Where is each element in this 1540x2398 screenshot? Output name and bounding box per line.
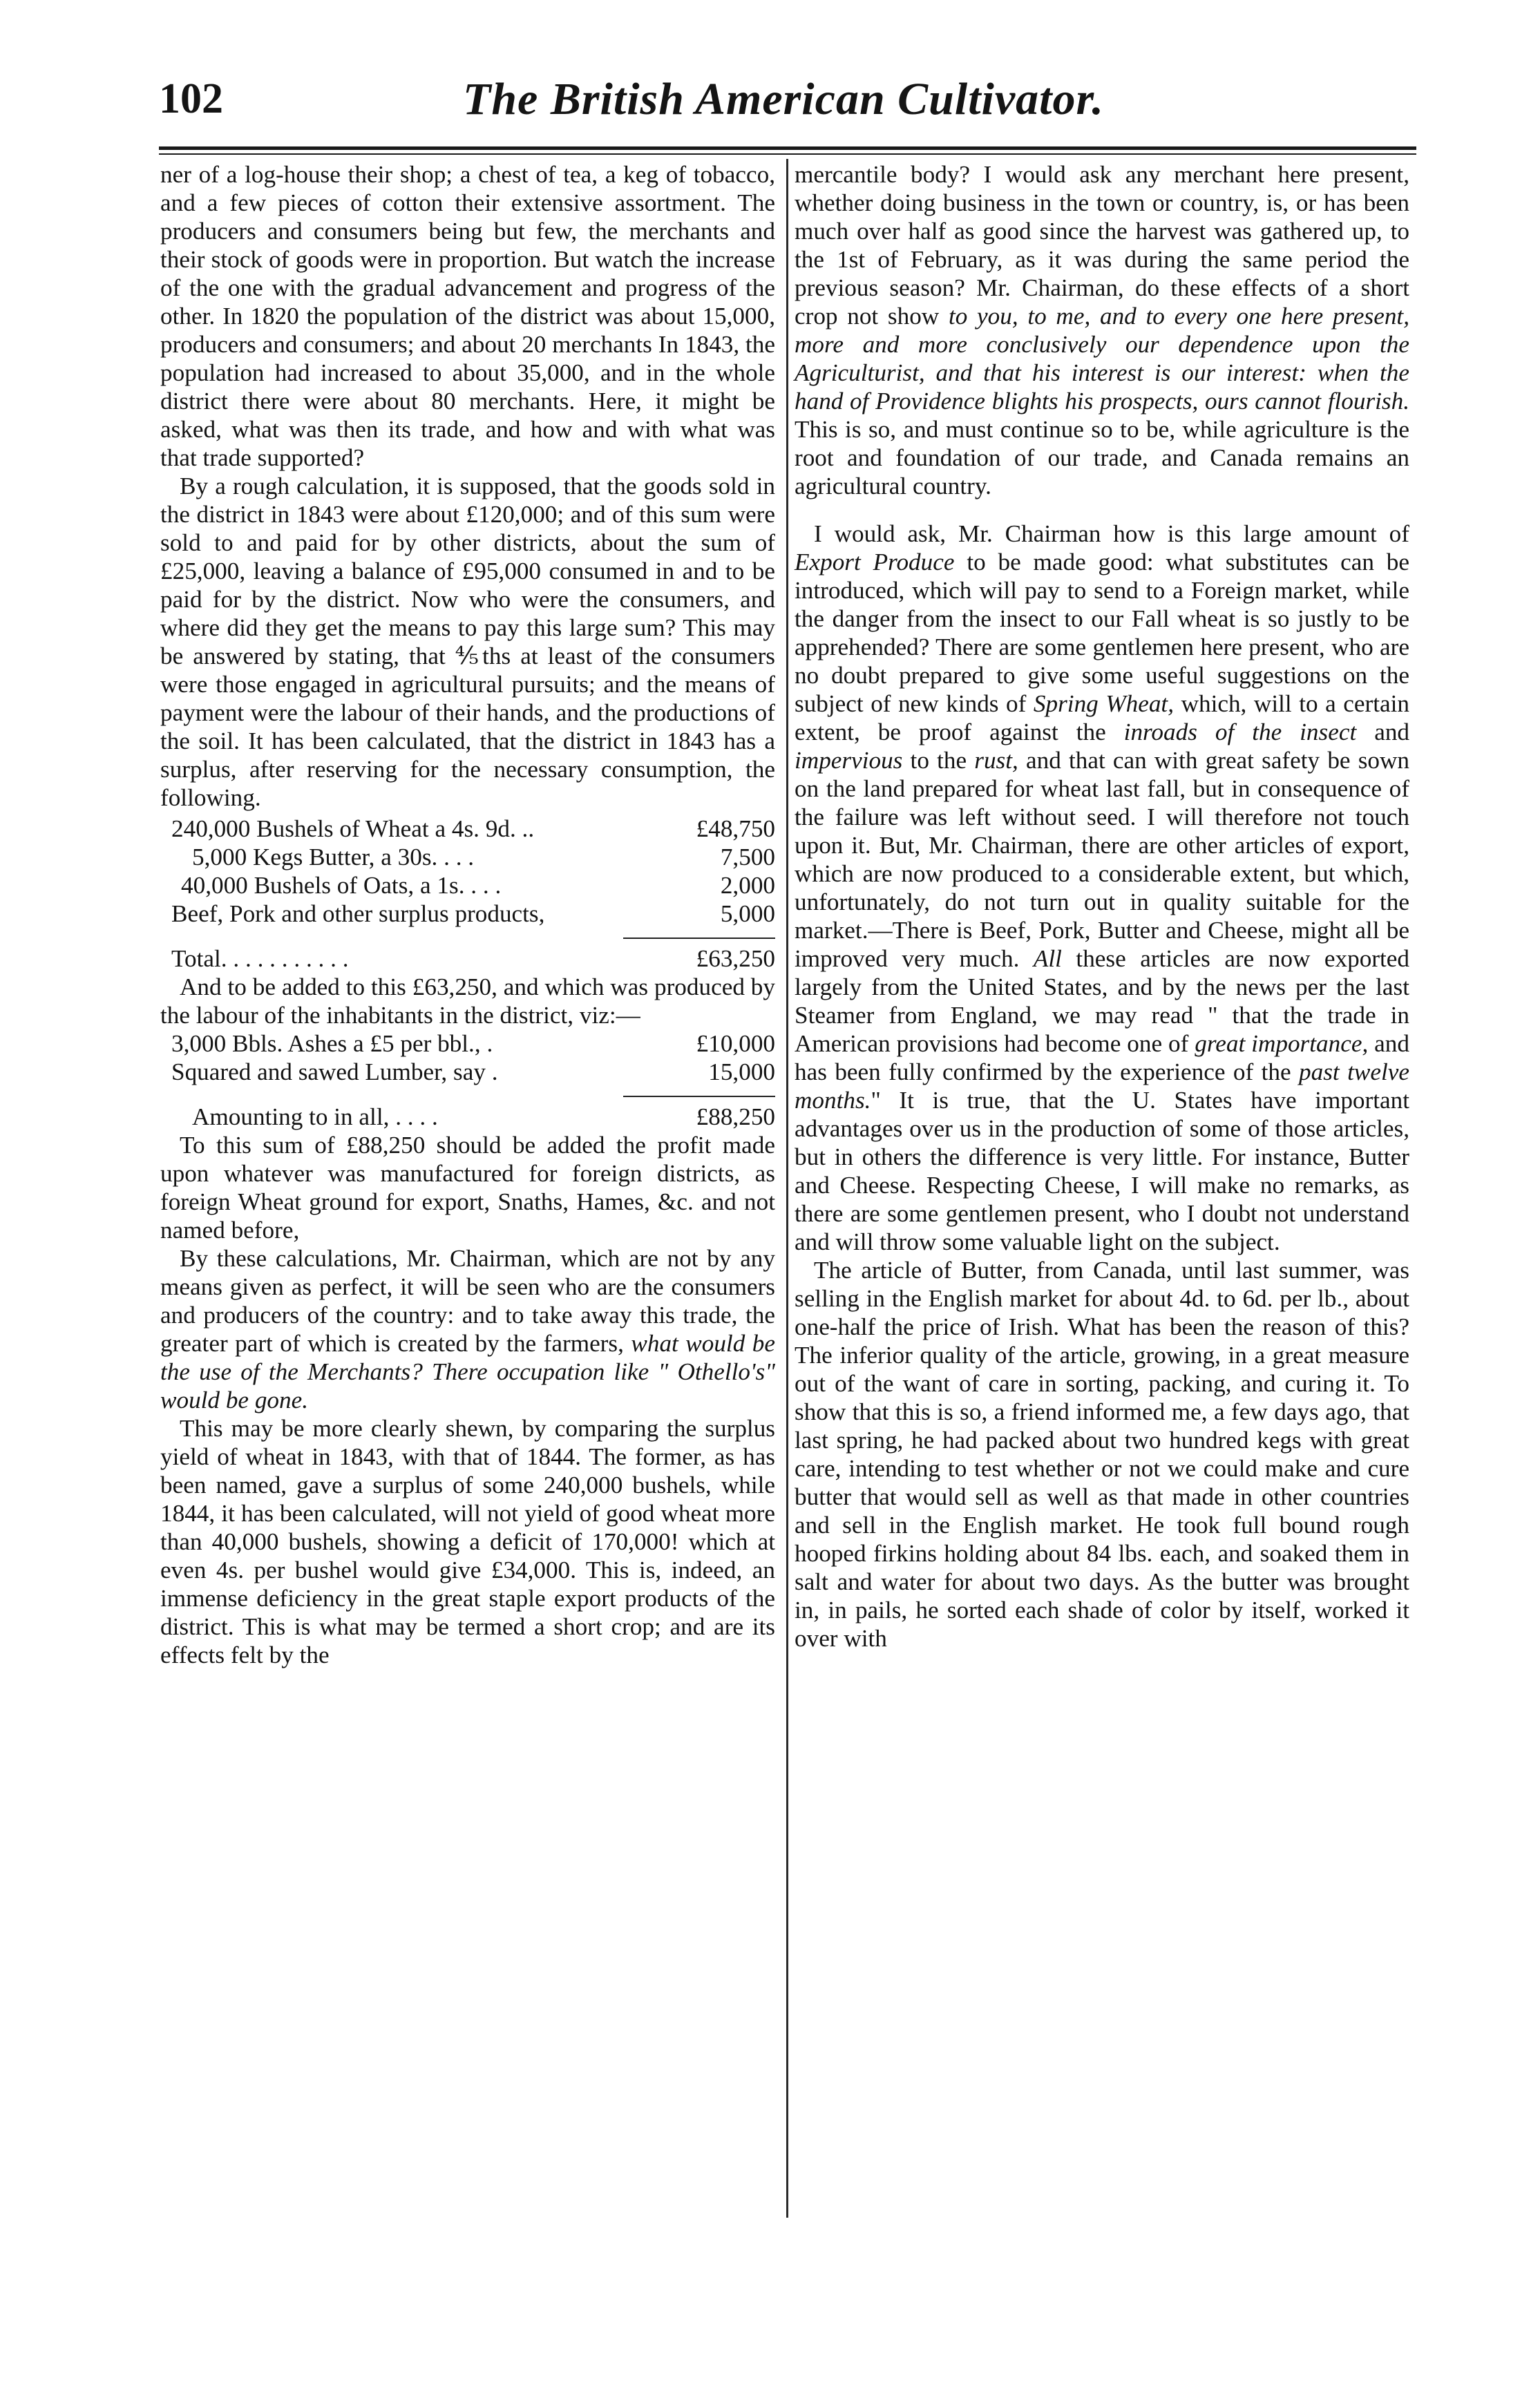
total-row: [160, 944, 775, 973]
paragraph-text: these articles are now exported largely from the United States, and by the news per the last Steamer from England, we may read " that the trade in American provisions had become one of: [795, 945, 1409, 1057]
table-amount: 5,000: [720, 900, 775, 927]
paragraph: This may be more clearly shewn, by comparing the surplus yield of wheat in 1843, with that of 1844. The former, as has been named, gave a surplus of some 240,000 bushels, while 1844, it has been calculated, will not yield of good wheat more than 40,000 bushels, showing a deficit of 170,000! which at even 4s. per bushel would give £34,000. This is, indeed, an immense deficiency in the great staple export products of the district. This is what may be termed a short crop; and are its effects felt by the: [160, 1415, 775, 1668]
page-number: 102: [159, 75, 223, 122]
paragraph: To this sum of £88,250 should be added the profit made upon whatever was manufactured for foreign districts, as foreign Wheat ground for export, Snaths, Hames, &c. and not named before,: [160, 1132, 775, 1244]
table-amount: 7,500: [720, 844, 775, 870]
table-item: 3,000 Bbls. Ashes a £5 per bbl., .: [171, 1030, 493, 1057]
paragraph-text: to the: [902, 747, 975, 774]
paragraph-italic: All: [1033, 945, 1062, 972]
paragraph: ner of a log-house their shop; a chest of tea, a keg of tobacco, and a few pieces of cotton their extensive assortment. The producers and consumers being but few, the merchants and their stock of goods were in proportion. But watch the increase of the one with the gradual advancement and progress of the other. In 1820 the population of the district was about 15,000, producers and consumers; and about 20 merchants In 1843, the population had increased to about 35,000, and in the whole district there were about 80 merchants. Here, it might be asked, what was then its trade, and how and with what was that trade supported?: [160, 161, 775, 471]
table-row: [160, 1058, 775, 1086]
total-rule: [623, 1096, 775, 1097]
paragraph-italic: inroads of the insect: [1123, 719, 1357, 745]
paragraph-italic: Spring Wheat,: [1033, 690, 1175, 717]
total-label: Total. . . . . . . . . . .: [171, 945, 349, 972]
paragraph-text: I would ask, Mr. Chairman how is this large amount of: [814, 520, 1409, 547]
table-item: 40,000 Bushels of Oats, a 1s. . . .: [181, 872, 502, 899]
paragraph-italic: Export Produce: [795, 549, 955, 575]
paragraph-italic: to you, to me, and to every one here present, more and more conclusively our dependence upon the Agriculturist, and that his interest is our interest: when the hand of Providence blights his prospects, ours cannot flourish.: [795, 303, 1409, 415]
paragraph: By a rough calculation, it is supposed, that the goods sold in the district in 1843 were about £120,000; and of this sum were sold to and paid for by other districts, about the sum of £25,000, leaving a balance of £95,000 consumed in and to be paid for by the district. Now who were the consumers, and where did they get the means to pay this large sum? This may be answered by stating, that ⅘ths at least of the consumers were those engaged in agricultural pursuits; and the means of payment were the labour of their hands, and the productions of the soil. It has been calculated, that the district in 1843 has a surplus, after reserving for the necessary consumption, the following.: [160, 473, 775, 811]
header-rule-thin: [159, 153, 1416, 155]
paragraph-text: and that can with great safety be sown on the land prepared for wheat last fall, but in consequence of the failure was left without seed. I will therefore not touch upon it. But, Mr. Chairman, there are other articles of export, which are now produced to a considerable extent, but which, unfortunately, do not turn out in quality suitable for the market.—There is Beef, Pork, Butter and Cheese, might all be improved very much.: [795, 747, 1409, 972]
table-item: Squared and sawed Lumber, say .: [171, 1058, 498, 1085]
extra-table: [160, 1029, 775, 1131]
paragraph-gap: [795, 500, 1409, 520]
paragraph-text: This is so, and must continue so to be, while agriculture is the root and foundation of our trade, and Canada remains an agricultural country.: [795, 416, 1409, 499]
table-row: [160, 871, 775, 900]
paragraph-text: and has been fully confirmed by the experience of the: [795, 1030, 1409, 1085]
table-amount: 2,000: [720, 872, 775, 899]
running-title: The British American Cultivator.: [463, 74, 1105, 124]
paragraph-italic: great importance,: [1195, 1030, 1369, 1057]
paragraph-italic: past twelve months.: [795, 1058, 1409, 1114]
column-divider: [786, 159, 788, 2218]
paragraph: [795, 520, 1409, 1256]
left-column: [160, 160, 775, 1669]
produce-table: [160, 815, 775, 973]
paragraph-text: " It is true, that the U. States have important advantages over us in the production of some of those articles, but in others the difference is very little. For instance, Butter and Cheese. Respecting Cheese, I will make no remarks, as there are some gentlemen present, who I doubt not understand and will throw some valuable light on the subject.: [795, 1087, 1409, 1255]
paragraph-text: which, will to a certain extent, be proof against the: [795, 690, 1409, 745]
table-row: [160, 900, 775, 928]
paragraph-text: mercantile body? I would ask any merchant here present, whether doing business in the town or country, is, or has been much over half as good since the harvest was gathered up, to the 1st of February, as it was during the same period the previous season? Mr. Chairman, do these effects of a short crop not show: [795, 161, 1409, 330]
table-item: 240,000 Bushels of Wheat a 4s. 9d. ..: [171, 815, 535, 842]
paragraph-text: to be made good: what substitutes can be introduced, which will pay to send to a Foreign market, while the danger from the insect to our Fall wheat is so justly to be apprehended? There are some gentlemen here present, who are no doubt prepared to give some useful suggestions on the subject of new kinds of: [795, 549, 1409, 717]
page-header: [159, 75, 1416, 144]
table-amount: 15,000: [708, 1058, 775, 1085]
total-amount: £88,250: [696, 1103, 775, 1130]
paragraph-text: By these calculations, Mr. Chairman, which are not by any means given as perfect, it will be seen who are the consumers and producers of the country: and to take away this trade, the greater part of which is created by the farmers,: [160, 1245, 775, 1357]
total-row: [160, 1103, 775, 1131]
table-amount: £48,750: [696, 815, 775, 842]
paragraph: [795, 160, 1409, 500]
table-row: [160, 1029, 775, 1058]
paragraph: The article of Butter, from Canada, until last summer, was selling in the English market for about 4d. to 6d. per lb., about one-half the price of Irish. What has been the reason of this? The inferior quality of the article, growing, in a great measure out of the want of care in sorting, packing, and curing it. To show that this is so, a friend informed me, a few days ago, that last spring, he had packed about two hundred kegs with great care, intending to test whether or not we could make and cure butter that would sell as well as that made in other countries and sell in the English market. He took full bound rough hooped firkins holding about 84 lbs. each, and soaked them in salt and water for about two days. As the butter was brought in, in pails, he sorted each shade of color by itself, worked it over with: [795, 1257, 1409, 1652]
paragraph-italic: rust,: [974, 747, 1018, 774]
table-item: Beef, Pork and other surplus products,: [171, 900, 545, 927]
table-row: [160, 843, 775, 871]
paragraph-italic: impervious: [795, 747, 903, 774]
total-rule: [623, 938, 775, 939]
table-item: 5,000 Kegs Butter, a 30s. . . .: [192, 844, 475, 870]
paragraph-text: and: [1356, 719, 1410, 745]
total-label: Amounting to in all, . . . .: [192, 1103, 438, 1130]
right-column: [795, 160, 1409, 1653]
paragraph: And to be added to this £63,250, and which was produced by the labour of the inhabitants in the district, viz:—: [160, 973, 775, 1029]
paragraph: [160, 1244, 775, 1414]
total-amount: £63,250: [696, 945, 775, 972]
header-rule: [159, 146, 1416, 150]
table-row: [160, 815, 775, 843]
table-amount: £10,000: [696, 1030, 775, 1057]
paragraph-italic: what would be the use of the Merchants? There occupation like " Othello's" would be gone.: [160, 1330, 775, 1414]
